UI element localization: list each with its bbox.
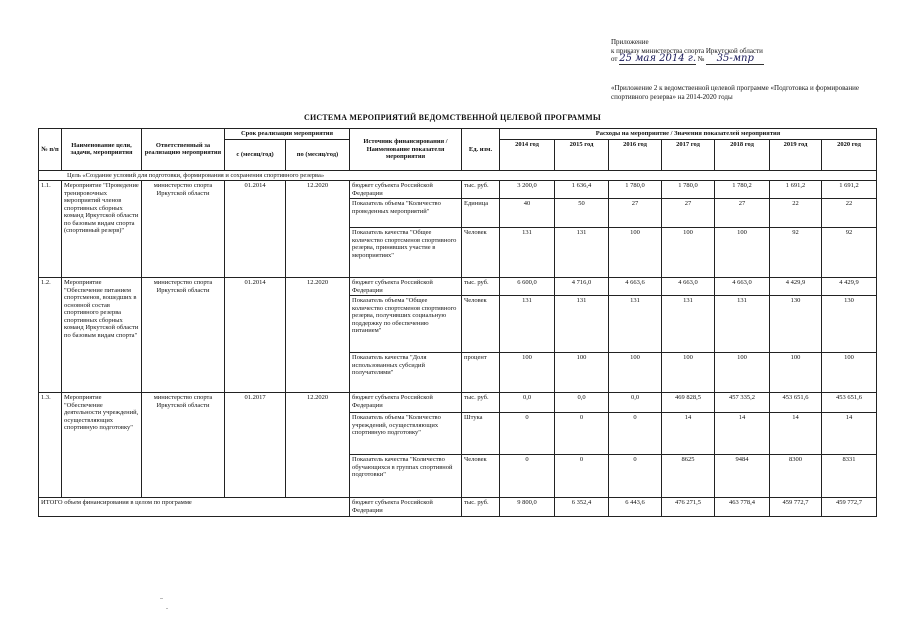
value-cell: 1 780,0 (609, 181, 662, 199)
value-cell: 1 780,2 (715, 181, 770, 199)
measures-table (38, 128, 877, 517)
col-to-header: по (месяц/год) (286, 139, 350, 170)
value-cell: 0,0 (609, 393, 662, 413)
value-cell: 131 (662, 296, 715, 353)
value-cell: 100 (662, 228, 715, 278)
value-cell: 0 (500, 413, 555, 455)
col-period-header: Срок реализации мероприятия (225, 129, 350, 140)
value-cell: 453 651,6 (770, 393, 822, 413)
value-cell: 14 (770, 413, 822, 455)
total-value-cell: 9 800,0 (500, 498, 555, 517)
row-unit: тыс. руб. (462, 278, 500, 296)
value-cell: 50 (555, 199, 609, 228)
total-value-cell: 6 443,6 (609, 498, 662, 517)
value-cell: 1 780,0 (662, 181, 715, 199)
total-value-cell: 6 352,4 (555, 498, 609, 517)
number-label: № (697, 55, 705, 63)
value-cell: 1 691,2 (770, 181, 822, 199)
appendix-2-note: «Приложение 2 к ведомственной целевой программе «Подготовка и формирование спортивного резерва» на 2014-2020 годы (611, 84, 859, 101)
row-unit: Человек (462, 228, 500, 278)
value-cell: 4 663,6 (609, 278, 662, 296)
row-unit: Человек (462, 455, 500, 498)
value-cell: 131 (715, 296, 770, 353)
measure-number: 1.2. (39, 278, 62, 393)
measure-responsible: министерство спорта Иркутской области (142, 278, 225, 393)
value-cell: 92 (822, 228, 877, 278)
value-cell: 27 (715, 199, 770, 228)
value-cell: 100 (715, 353, 770, 393)
value-cell: 131 (500, 228, 555, 278)
value-cell: 27 (609, 199, 662, 228)
order-header (611, 38, 901, 65)
value-cell: 100 (500, 353, 555, 393)
value-cell: 0,0 (555, 393, 609, 413)
row-unit: тыс. руб. (462, 181, 500, 199)
row-unit: тыс. руб. (462, 393, 500, 413)
measure-end: 12.2020 (286, 393, 350, 498)
year-header: 2016 год (609, 139, 662, 170)
col-unit-header: Ед. изм. (462, 129, 500, 171)
value-cell: 0 (609, 413, 662, 455)
measure-name: Мероприятие "Обеспечение питанием спортсменов, вошедших в основной состав спортивного резерва спортивных сборных команд Иркутской области по базовым видам спорта" (62, 278, 142, 393)
col-expenses-header: Расходы на мероприятие / Значения показателей мероприятия (500, 129, 877, 140)
value-cell: 100 (715, 228, 770, 278)
year-header: 2018 год (715, 139, 770, 170)
total-value-cell: 459 772,7 (770, 498, 822, 517)
value-cell: 4 716,0 (555, 278, 609, 296)
year-header: 2015 год (555, 139, 609, 170)
row-unit: Человек (462, 296, 500, 353)
value-cell: 131 (500, 296, 555, 353)
col-source-header: Источник финансирования / Наименование показателя мероприятия (350, 129, 462, 171)
total-value-cell: 463 778,4 (715, 498, 770, 517)
measure-number: 1.3. (39, 393, 62, 498)
total-unit: тыс. руб. (462, 498, 500, 517)
value-cell: 22 (770, 199, 822, 228)
order-reference: к приказу министерства спорта Иркутской области (611, 46, 763, 55)
header-row-1 (39, 129, 877, 140)
row-source: бюджет субъекта Российской Федерации (350, 278, 462, 296)
value-cell: 0,0 (500, 393, 555, 413)
from-label: от (611, 55, 618, 63)
value-cell: 3 200,0 (500, 181, 555, 199)
value-cell: 6 600,0 (500, 278, 555, 296)
value-cell: 0 (500, 455, 555, 498)
value-cell: 22 (822, 199, 877, 228)
col-num-header: № п/п (39, 129, 62, 171)
value-cell: 9484 (715, 455, 770, 498)
document-title: СИСТЕМА МЕРОПРИЯТИЙ ВЕДОМСТВЕННОЙ ЦЕЛЕВОЙ ПРОГРАММЫ (304, 113, 601, 122)
value-cell: 100 (662, 353, 715, 393)
value-cell: 100 (609, 228, 662, 278)
order-date-line (611, 55, 901, 65)
col-responsible-header: Ответственный за реализацию мероприятия (142, 129, 225, 171)
year-header: 2014 год (500, 139, 555, 170)
goal-row (39, 170, 877, 181)
total-value-cell: 476 271,5 (662, 498, 715, 517)
measure-name: Мероприятие "Обеспечение деятельности учреждений, осуществляющих спортивную подготовку" (62, 393, 142, 498)
value-cell: 131 (555, 228, 609, 278)
measure-end: 12.2020 (286, 278, 350, 393)
value-cell: 4 663,0 (662, 278, 715, 296)
value-cell: 130 (822, 296, 877, 353)
scan-mark (160, 598, 163, 599)
table-body (39, 129, 877, 517)
value-cell: 130 (770, 296, 822, 353)
value-cell: 0 (555, 455, 609, 498)
total-source: бюджет субъекта Российской Федерации (350, 498, 462, 517)
value-cell: 469 828,5 (662, 393, 715, 413)
measure-end: 12.2020 (286, 181, 350, 278)
row-unit: процент (462, 353, 500, 393)
order-date: 25 мая 2014 г. (619, 53, 697, 64)
row-source: Показатель качества "Количество обучающихся в группах спортивной подготовки" (350, 455, 462, 498)
value-cell: 100 (822, 353, 877, 393)
measure-row (39, 181, 877, 199)
year-header: 2019 год (770, 139, 822, 170)
value-cell: 14 (662, 413, 715, 455)
appendix-label: Приложение (611, 38, 649, 46)
row-source: Показатель объема "Количество проведенных мероприятий" (350, 199, 462, 228)
measure-start: 01.2014 (225, 278, 286, 393)
value-cell: 100 (555, 353, 609, 393)
row-unit: Штука (462, 413, 500, 455)
year-header: 2020 год (822, 139, 877, 170)
row-source: Показатель объема "Количество учреждений, осуществляющих спортивную подготовку" (350, 413, 462, 455)
value-cell: 131 (609, 296, 662, 353)
measure-name: Мероприятие "Проведение тренировочных мероприятий членов спортивных сборных команд Иркутской области по базовым видам спорта (спортивный резерв)" (62, 181, 142, 278)
measure-row (39, 393, 877, 413)
value-cell: 4 429,9 (770, 278, 822, 296)
row-source: Показатель качества "Доля использованных субсидий получателями" (350, 353, 462, 393)
value-cell: 457 335,2 (715, 393, 770, 413)
total-row (39, 498, 877, 517)
value-cell: 100 (770, 353, 822, 393)
value-cell: 8300 (770, 455, 822, 498)
value-cell: 4 663,0 (715, 278, 770, 296)
row-source: бюджет субъекта Российской Федерации (350, 393, 462, 413)
goal-text: Цель «Создание условий для подготовки, формирования и сохранения спортивного резерва» (39, 170, 877, 181)
value-cell: 4 429,9 (822, 278, 877, 296)
measure-start: 01.2017 (225, 393, 286, 498)
measure-number: 1.1. (39, 181, 62, 278)
row-source: Показатель качества "Общее количество спортсменов спортивного резерва, принявших участие в мероприятиях" (350, 228, 462, 278)
value-cell: 27 (662, 199, 715, 228)
row-source: Показатель объема "Общее количество спортсменов спортивного резерва, получивших социальную поддержку по обеспечению питанием" (350, 296, 462, 353)
col-name-header: Наименование цели, задачи, мероприятия (62, 129, 142, 171)
value-cell: 40 (500, 199, 555, 228)
scan-mark (166, 608, 168, 609)
value-cell: 0 (609, 455, 662, 498)
value-cell: 131 (555, 296, 609, 353)
value-cell: 14 (822, 413, 877, 455)
value-cell: 8625 (662, 455, 715, 498)
measure-start: 01.2014 (225, 181, 286, 278)
value-cell: 1 636,4 (555, 181, 609, 199)
row-unit: Единица (462, 199, 500, 228)
value-cell: 14 (715, 413, 770, 455)
order-number: 35-мпр (706, 55, 764, 65)
total-value-cell: 459 772,7 (822, 498, 877, 517)
measure-responsible: министерство спорта Иркутской области (142, 181, 225, 278)
value-cell: 8331 (822, 455, 877, 498)
measure-responsible: министерство спорта Иркутской области (142, 393, 225, 498)
value-cell: 92 (770, 228, 822, 278)
row-source: бюджет субъекта Российской Федерации (350, 181, 462, 199)
measure-row (39, 278, 877, 296)
value-cell: 0 (555, 413, 609, 455)
value-cell: 453 651,6 (822, 393, 877, 413)
year-header: 2017 год (662, 139, 715, 170)
value-cell: 100 (609, 353, 662, 393)
col-from-header: с (месяц/год) (225, 139, 286, 170)
value-cell: 1 691,2 (822, 181, 877, 199)
total-label: ИТОГО объем финансирования в целом по программе (39, 498, 350, 517)
